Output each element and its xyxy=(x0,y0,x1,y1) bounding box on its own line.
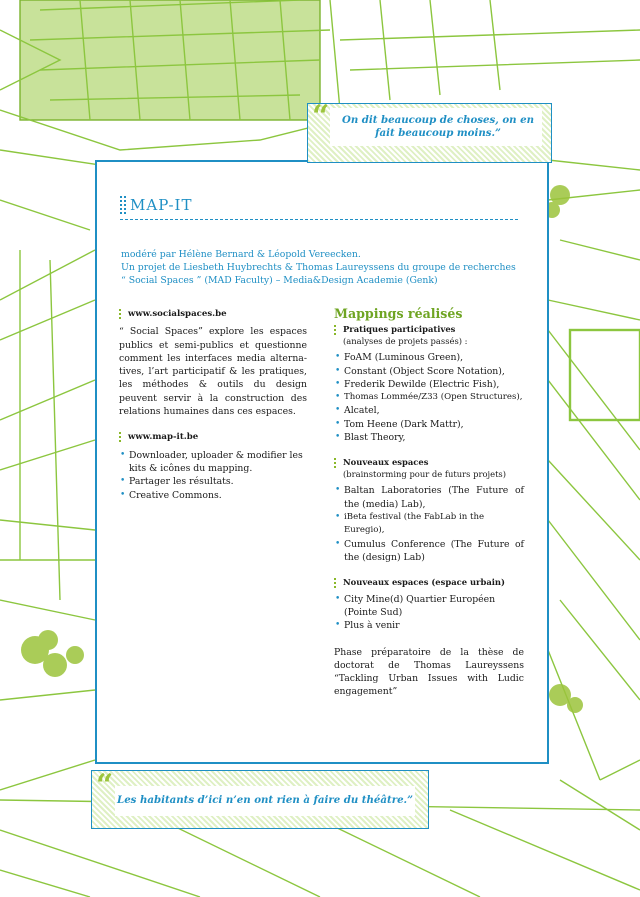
group-title: Nouveaux espaces (espace urbain) xyxy=(343,577,505,588)
intro-block xyxy=(121,248,531,287)
group-subtitle: (analyses de projets passés) : xyxy=(343,335,468,346)
site-link-socialspaces[interactable]: www.socialspaces.be xyxy=(119,308,307,321)
mappings-title: Mappings réalisés xyxy=(334,306,463,321)
list-item: • Plus à venir xyxy=(334,619,524,632)
list-item: • Downloader, uploader & modifier les kits & icônes du mapping. xyxy=(119,449,307,476)
group-heading-nouveaux-espaces xyxy=(334,457,524,480)
quote-text-bottom: Les habitants d’ici n’en ont rien à faire du théâtre.” xyxy=(117,794,413,806)
list-item: • Constant (Object Score Notation), xyxy=(334,365,524,378)
mapit-feature-list xyxy=(119,449,307,502)
left-column xyxy=(119,308,307,502)
page-title: MAP-IT xyxy=(130,196,193,214)
nouveaux-espaces-list xyxy=(334,484,524,564)
closing-paragraph: Phase préparatoire de la thèse de doctorat de Thomas Laureyssens “Tackling Urban Issues with Ludic engagement” xyxy=(334,646,524,698)
group-subtitle: (brainstorming pour de futurs projets) xyxy=(343,468,506,479)
site-link-mapit[interactable]: www.map-it.be xyxy=(119,431,307,444)
espace-urbain-list xyxy=(334,593,524,633)
title-divider xyxy=(120,219,518,220)
group-heading-participatives xyxy=(334,324,524,347)
list-item: • FoAM (Luminous Green), xyxy=(334,351,524,364)
list-item: • Tom Heene (Dark Mattr), xyxy=(334,418,524,431)
list-item: • Thomas Lommée/Z33 (Open Structures), xyxy=(334,391,524,404)
intro-line: “ Social Spaces ” (MAD Faculty) – Media&Design Academie (Genk) xyxy=(121,275,438,286)
group-title: Pratiques participatives xyxy=(343,324,456,335)
group-title: Nouveaux espaces xyxy=(343,457,429,468)
social-spaces-description: “ Social Spaces” explore les espaces publics et semi-publics et questionne comment les interfaces media alterna-tives, l’art participatif & les pratiques, les méthodes & outils du design peuvent servir à la construction des relations humaines dans ces espaces. xyxy=(119,326,307,418)
group-heading-espace-urbain xyxy=(334,577,524,589)
list-item: • Creative Commons. xyxy=(119,489,307,502)
quote-text-top: On dit beaucoup de choses, on en fait beaucoup moins.” xyxy=(341,114,534,139)
list-item: • Partager les résultats. xyxy=(119,475,307,488)
right-column xyxy=(334,307,524,699)
list-item: • City Mine(d) Quartier Européen (Pointe Sud) xyxy=(334,593,504,620)
list-item: • Blast Theory, xyxy=(334,431,524,444)
intro-line: modéré par Hélène Bernard & Léopold Vereecken. xyxy=(121,249,361,260)
quote-mark-bottom: “ xyxy=(96,768,114,803)
intro-line: Un projet de Liesbeth Huybrechts & Thomas Laureyssens du groupe de recherches xyxy=(121,262,516,273)
title-marker xyxy=(120,196,126,214)
list-item: • Baltan Laboratories (The Future of the (media) Lab), xyxy=(334,484,524,511)
list-item: • Frederik Dewilde (Electric Fish), xyxy=(334,378,524,391)
list-item: • Alcatel, xyxy=(334,404,524,417)
quote-mark-top: “ xyxy=(312,99,330,134)
list-item: • Cumulus Conference (The Future of the (design) Lab) xyxy=(334,538,524,565)
participatives-list xyxy=(334,351,524,444)
list-item: • iBeta festival (the FabLab in the Euregio), xyxy=(334,511,524,538)
